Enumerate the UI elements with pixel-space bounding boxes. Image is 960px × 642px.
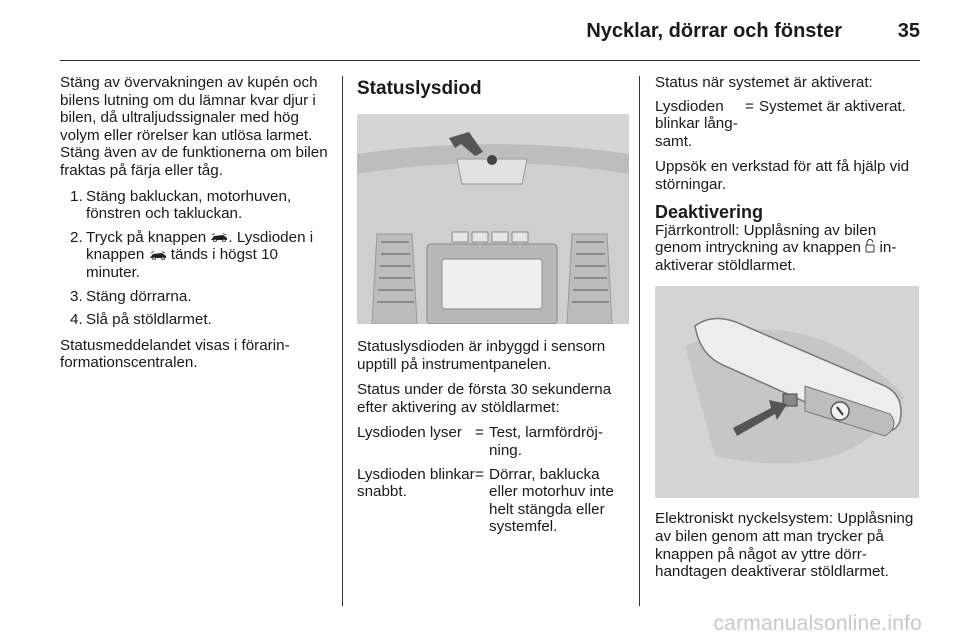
step-item xyxy=(60,229,330,282)
status-term: Lysdioden lyser xyxy=(357,424,462,442)
step-number: 4. xyxy=(70,311,83,329)
status-equals: = xyxy=(745,97,754,115)
intro-paragraph: Stäng av övervakningen av kupén och bilens lutning om du lämnar kvar djur i bilen, då ultraljudssignaler med hög volym eller rörelser kan utlösa larmet. Stäng även av de funktionerna om bilen fraktas på färja eller tåg. xyxy=(60,74,328,179)
step-item xyxy=(60,288,330,306)
section-heading: Statuslysdiod xyxy=(357,78,482,99)
step-number: 1. xyxy=(70,187,83,205)
step-text: Slå på stöldlarmet. xyxy=(86,311,212,329)
page-number: 35 xyxy=(897,20,920,42)
keyless-paragraph: Elektroniskt nyckelsystem: Upplåsning av bilen genom att man trycker på knappen på något av yttre dörrhandtagen deaktiverar stöldlarmet. xyxy=(655,510,914,581)
status-equals: = xyxy=(475,465,484,483)
status-term: Lysdioden blinkar långsamt. xyxy=(655,97,738,150)
page-title: Nycklar, dörrar och fönster xyxy=(586,20,842,42)
section-heading: Deaktivering xyxy=(655,201,764,222)
active-status-intro: Status när systemet är aktiverat: xyxy=(655,74,873,91)
column-middle xyxy=(357,78,629,542)
dashboard-illustration xyxy=(357,114,629,324)
status-description: Dörrar, baklucka eller motorhuv inte helt stängda eller systemfel. xyxy=(489,465,614,536)
column-divider-2 xyxy=(639,76,640,606)
step-item xyxy=(60,311,330,329)
step-text: Stäng bakluckan, motorhuven, fönstren och takluckan. xyxy=(86,187,292,223)
unlock-icon xyxy=(865,239,875,253)
remote-text: inaktiverar stöldlarmet. xyxy=(655,239,897,274)
step-text: Tryck på knappen xyxy=(86,228,207,246)
workshop-paragraph: Uppsök en verkstad för att få hjälp vid störningar. xyxy=(655,158,910,193)
figure-caption: Statuslysdioden är inbyggd i sensorn upptill på instrumentpanelen. xyxy=(357,338,606,373)
status-row xyxy=(655,98,925,151)
step-list xyxy=(60,188,330,329)
dashboard-drawing xyxy=(357,114,629,324)
status-intro: Status under de första 30 sekunderna efter aktivering av stöldlarmet: xyxy=(357,381,612,416)
door-handle-illustration xyxy=(655,286,919,498)
status-equals: = xyxy=(475,424,484,442)
column-right xyxy=(655,74,925,589)
status-description: Test, larmfördröjning. xyxy=(489,424,603,459)
car-sensor-icon xyxy=(149,251,167,260)
step-number: 3. xyxy=(70,287,83,305)
door-handle-drawing xyxy=(655,286,919,498)
status-row xyxy=(357,424,629,459)
remote-text: Fjärrkontroll: Upplåsning av bilen genom intryckning av knappen xyxy=(655,221,877,257)
step-item xyxy=(60,188,330,223)
remote-paragraph xyxy=(655,222,925,275)
status-term: Lysdioden blinkar snabbt. xyxy=(357,465,475,501)
status-description: Systemet är aktiverat. xyxy=(759,97,906,115)
step-number: 2. xyxy=(70,228,83,246)
step-text: Stäng dörrarna. xyxy=(86,287,192,305)
car-sensor-icon xyxy=(210,233,228,242)
step-text: tänds i högst 10 minuter. xyxy=(86,246,278,281)
watermark: carmanualsonline.info xyxy=(713,612,922,635)
status-row xyxy=(357,466,629,536)
outro-paragraph: Statusmeddelandet visas i förarinformationscentralen. xyxy=(60,336,290,372)
step-text: . Lysdioden i knappen xyxy=(86,228,314,264)
header-rule xyxy=(60,60,920,61)
column-left xyxy=(60,74,330,380)
column-divider-1 xyxy=(342,76,343,606)
